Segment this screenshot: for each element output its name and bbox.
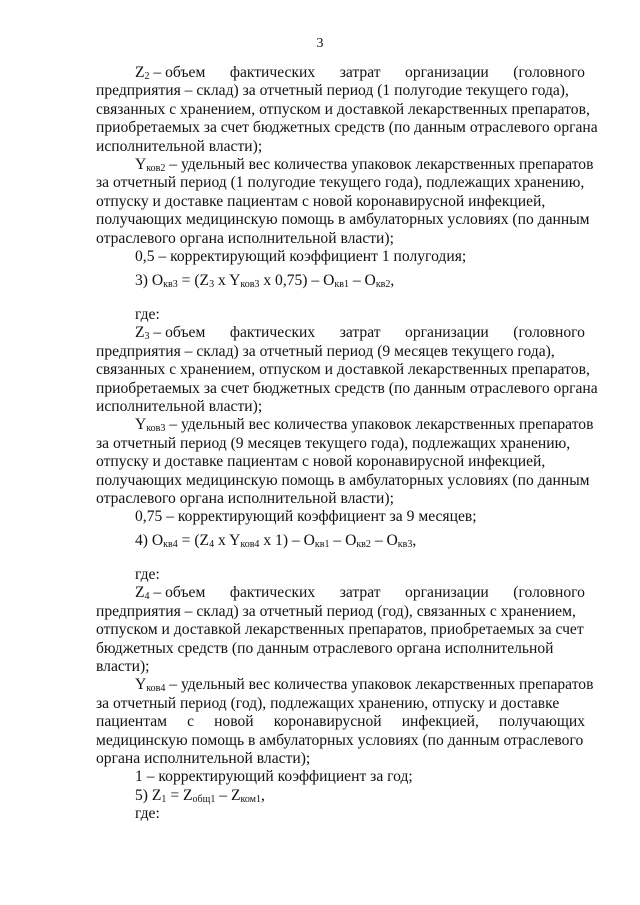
paragraph-block-2 [96, 306, 598, 527]
text-line: $Z_4$ – объем фактических затрат организации (головного [135, 584, 585, 603]
paragraph-block-1 [96, 64, 598, 266]
text-line: исполнительной власти); [96, 137, 263, 155]
text-line: предприятия – склад) за отчетный период (1 полугодие текущего года), [96, 82, 569, 100]
text-line: $Y_{ков2}$ – удельный вес количества упаковок лекарственных препаратов [135, 155, 594, 174]
text-line: отраслевого органа исполнительной власти); [96, 229, 394, 247]
var-z3: Z [135, 324, 145, 342]
text-line: отпуском и доставкой лекарственных препаратов, приобретаемых за счет [96, 621, 584, 639]
text-line: 1 – корректирующий коэффициент за год; [135, 768, 413, 786]
var-z4: Z [135, 584, 145, 602]
text-line: медицинскую помощь в амбулаторных условиях (по данным отраслевого [96, 731, 584, 749]
text-line: исполнительной власти); [96, 397, 263, 415]
text-line: $Y_{ков3}$ – удельный вес количества упаковок лекарственных препаратов [135, 416, 594, 435]
text-line: приобретаемых за счет бюджетных средств (по данным отраслевого органа [96, 379, 598, 397]
text-line: бюджетных средств (по данным отраслевого органа исполнительной [96, 639, 554, 657]
text-line: за отчетный период (год), подлежащих хранению, отпуску и доставке [96, 694, 560, 712]
text-line: 0,5 – корректирующий коэффициент 1 полугодия; [135, 247, 467, 265]
text-line: связанных с хранением, отпуском и доставкой лекарственных препаратов, [96, 361, 590, 379]
page-number: 3 [316, 36, 324, 51]
text-line: отпуску и доставке пациентам с новой коронавирусной инфекцией, [96, 453, 546, 471]
paragraph-block-3 [96, 566, 594, 823]
text-line: связанных с хранением, отпуском и доставкой лекарственных препаратов, [96, 100, 590, 118]
text-line: получающих медицинскую помощь в амбулаторных условиях (по данным [96, 211, 590, 229]
where-label: где: [135, 805, 160, 823]
var-z2: Z [135, 64, 145, 81]
text-line: органа исполнительной власти); [96, 749, 311, 767]
text-line: получающих медицинскую помощь в амбулаторных условиях (по данным [96, 471, 590, 489]
text-line: отраслевого органа исполнительной власти); [96, 489, 394, 507]
formula-5: 5) $Z_1 = Z_{общ1} - Z_{ком1}$, [135, 786, 265, 805]
text-line: предприятия – склад) за отчетный период (год), связанных с хранением, [96, 602, 576, 620]
formula-4: 4) $O_{кв4} = (Z_4$ x $Y_{ков4}$ x $1) - O_{кв1} - O_{кв2} - O_{кв3}$, [135, 532, 417, 550]
text-line: за отчетный период (9 месяцев текущего года), подлежащих хранению, [96, 434, 571, 452]
where-label: где: [135, 306, 160, 323]
text-line: $Z_2$ – объем фактических затрат организации (головного [135, 64, 585, 82]
text-line: приобретаемых за счет бюджетных средств (по данным отраслевого органа [96, 119, 598, 137]
text-line: власти); [96, 657, 150, 675]
text-line: $Z_3$ – объем фактических затрат организации (головного [135, 324, 585, 343]
text-line: пациентам с новой коронавирусной инфекцией, получающих [96, 713, 585, 731]
text-line: отпуску и доставке пациентам с новой коронавирусной инфекцией, [96, 192, 546, 210]
where-label: где: [135, 566, 160, 583]
text-line: предприятия – склад) за отчетный период (9 месяцев текущего года), [96, 342, 555, 360]
formula-3: 3) $O_{кв3} = (Z_3$ x $Y_{ков3}$ x $0,75) - O_{кв1} - O_{кв2}$, [135, 272, 395, 290]
text-line: за отчетный период (1 полугодие текущего года), подлежащих хранению, [96, 174, 585, 192]
text-line: 0,75 – корректирующий коэффициент за 9 месяцев; [135, 508, 477, 526]
text-line: $Y_{ков4}$ – удельный вес количества упаковок лекарственных препаратов [135, 676, 594, 695]
